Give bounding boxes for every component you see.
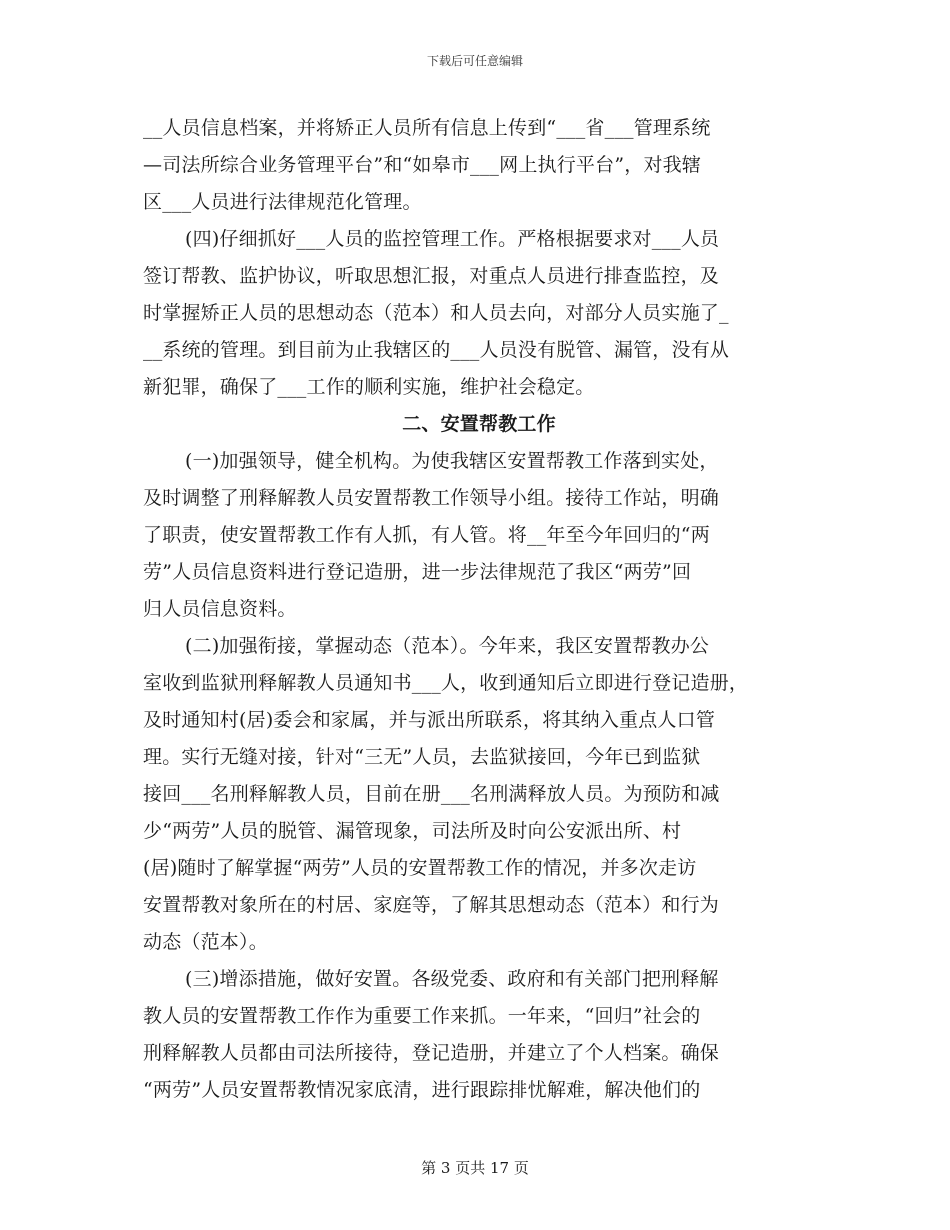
body-line: 教人员的安置帮教工作作为重要工作来抓。一年来，“回归”社会的: [143, 1005, 701, 1027]
body-line: 劳”人员信息资料进行登记造册，进一步法律规范了我区“两劳”回: [143, 561, 692, 583]
body-line: “两劳”人员安置帮教情况家底清，进行跟踪排忧解难，解决他们的: [143, 1079, 701, 1101]
document-body: [143, 110, 815, 1109]
body-line: 了职责，使安置帮教工作有人抓，有人管。将__年至今年回归的“两: [143, 524, 710, 546]
body-line: 签订帮教、监护协议，听取思想汇报，对重点人员进行排查监控，及: [143, 265, 720, 287]
body-line: __系统的管理。到目前为止我辖区的___人员没有脱管、漏管，没有从: [143, 339, 730, 361]
body-line: (居)随时了解掌握“两劳”人员的安置帮教工作的情况，并多次走访: [143, 857, 697, 879]
paragraph-start-line: (四)仔细抓好___人员的监控管理工作。严格根据要求对___人员: [185, 228, 720, 250]
body-line: 新犯罪，确保了___工作的顺利实施，维护社会稳定。: [143, 376, 595, 398]
body-line: __人员信息档案，并将矫正人员所有信息上传到“___省___管理系统: [143, 117, 711, 139]
body-line: 少“两劳”人员的脱管、漏管现象，司法所及时向公安派出所、村: [143, 820, 682, 842]
body-line: 及时调整了刑释解教人员安置帮教工作领导小组。接待工作站，明确: [143, 487, 720, 509]
paragraph-start-line: (三)增添措施，做好安置。各级党委、政府和有关部门把刑释解: [185, 968, 719, 990]
body-line: 时掌握矫正人员的思想动态（范本）和人员去向，对部分人员实施了_: [143, 302, 729, 324]
body-line: 归人员信息资料。: [143, 598, 297, 620]
body-line: 及时通知村(居)委会和家属，并与派出所联系，将其纳入重点人口管: [143, 709, 716, 731]
body-line: 区___人员进行法律规范化管理。: [143, 191, 422, 213]
body-line: 动态（范本）。: [143, 931, 268, 953]
paragraph-start-line: (一)加强领导，健全机构。为使我辖区安置帮教工作落到实处，: [185, 450, 719, 472]
body-line: —司法所综合业务管理平台”和“如皋市___网上执行平台”，对我辖: [143, 154, 702, 176]
page-number-footer: 第 3 页共 17 页: [421, 1159, 529, 1177]
paragraph-start-line: (二)加强衔接，掌握动态（范本）。今年来，我区安置帮教办公: [185, 635, 710, 657]
page-header: 下载后可任意编辑: [426, 54, 523, 68]
section-heading: 二、安置帮教工作: [402, 413, 556, 435]
body-line: 刑释解教人员都由司法所接待，登记造册，并建立了个人档案。确保: [143, 1042, 720, 1064]
body-line: 理。实行无缝对接，针对“三无”人员，去监狱接回，今年已到监狱: [143, 746, 701, 768]
body-line: 室收到监狱刑释解教人员通知书___人，收到通知后立即进行登记造册，: [143, 672, 749, 694]
body-line: 安置帮教对象所在的村居、家庭等，了解其思想动态（范本）和行为: [143, 894, 720, 916]
body-line: 接回___名刑释解教人员，目前在册___名刑满释放人员。为预防和减: [143, 783, 720, 805]
